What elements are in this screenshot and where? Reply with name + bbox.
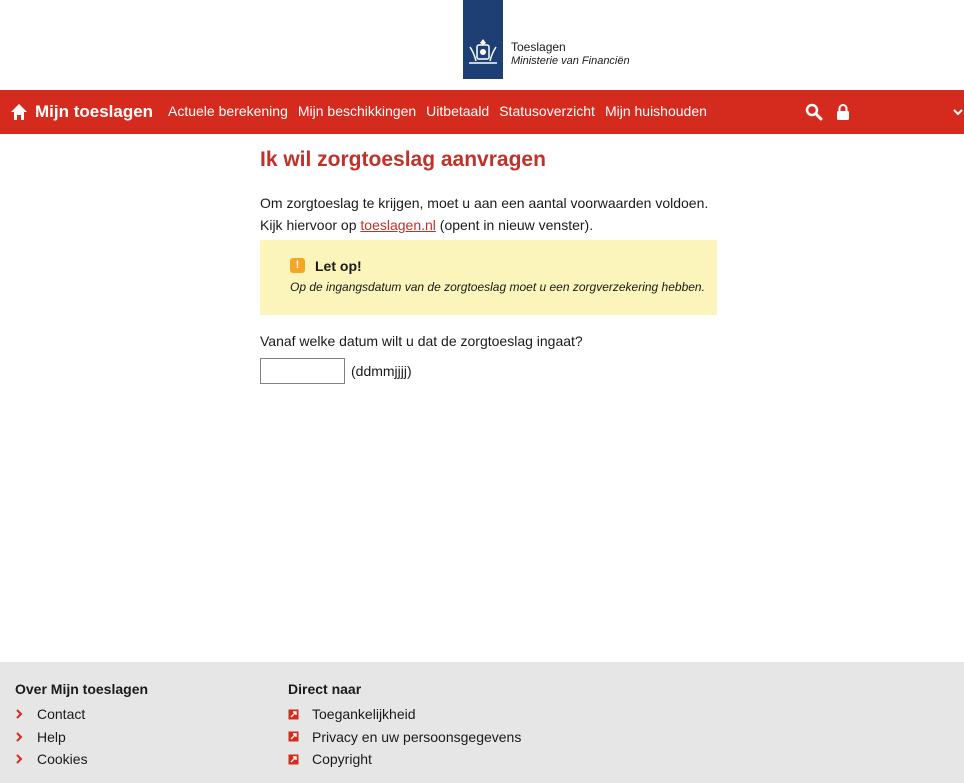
lock-icon[interactable]	[836, 103, 850, 121]
logo-line-2: Ministerie van Financiën	[511, 55, 630, 67]
footer-link-contact[interactable]	[15, 703, 148, 726]
date-question: Vanaf welke datum wilt u dat de zorgtoeslag ingaat?	[260, 333, 583, 349]
page-title: Ik wil zorgtoeslag aanvragen	[260, 148, 546, 171]
brand-label: Mijn toeslagen	[35, 102, 154, 121]
footer	[0, 662, 964, 783]
alert-box	[260, 240, 717, 315]
external-link-icon	[288, 731, 299, 742]
logo-text	[511, 40, 630, 68]
nav-item-mijn-huishouden[interactable]: Mijn huishouden	[604, 103, 707, 119]
external-link-icon	[288, 709, 299, 720]
intro-line-1: Om zorgtoeslag te krijgen, moet u aan een aantal voorwaarden voldoen.	[260, 195, 709, 211]
date-row	[260, 358, 720, 384]
rijksoverheid-logo	[463, 0, 503, 79]
footer-link-privacy[interactable]	[288, 726, 521, 749]
footer-col-direct	[288, 681, 521, 771]
nav-item-statusoverzicht[interactable]: Statusoverzicht	[499, 103, 595, 119]
intro-line-2	[260, 214, 720, 236]
intro-line-2-after: (opent in nieuw venster).	[435, 217, 594, 233]
search-icon[interactable]	[805, 103, 823, 121]
chevron-right-icon	[15, 754, 23, 764]
nav-menu	[168, 103, 717, 119]
footer-link-label: Toegankelijkheid	[312, 706, 416, 723]
main-nav	[0, 90, 964, 134]
footer-link-label: Copyright	[312, 751, 372, 768]
intro-text	[260, 192, 720, 236]
footer-link-cookies[interactable]	[15, 748, 148, 771]
footer-link-help[interactable]	[15, 726, 148, 749]
logo-line-1: Toeslagen	[511, 40, 566, 54]
footer-link-label: Contact	[37, 706, 86, 723]
warning-icon: !	[290, 258, 305, 273]
toeslagen-link[interactable]: toeslagen.nl	[360, 217, 436, 233]
coat-of-arms-icon	[466, 37, 500, 67]
footer-heading-over: Over Mijn toeslagen	[15, 681, 149, 697]
chevron-down-icon[interactable]	[952, 105, 964, 119]
home-icon	[10, 103, 28, 121]
main-content	[260, 134, 720, 384]
alert-title: Let op!	[315, 258, 362, 274]
chevron-right-icon	[15, 732, 23, 742]
nav-item-uitbetaald[interactable]: Uitbetaald	[426, 103, 490, 119]
start-date-input[interactable]	[260, 358, 345, 384]
home-link[interactable]	[10, 102, 153, 122]
alert-text: Op de ingangsdatum van de zorgtoeslag moet u een zorgverzekering hebben.	[290, 280, 705, 294]
external-link-icon	[288, 754, 299, 765]
footer-heading-direct: Direct naar	[288, 681, 362, 697]
header-logo-bar	[0, 0, 964, 90]
footer-link-label: Cookies	[37, 751, 88, 768]
chevron-right-icon	[15, 709, 23, 719]
footer-link-label: Help	[37, 728, 66, 745]
intro-line-2-before: Kijk hiervoor op	[260, 217, 361, 233]
footer-link-toegankelijkheid[interactable]	[288, 703, 521, 726]
footer-col-over	[15, 681, 148, 771]
date-format-hint: (ddmmjjjj)	[351, 363, 412, 379]
nav-item-mijn-beschikkingen[interactable]: Mijn beschikkingen	[297, 103, 417, 119]
nav-item-actuele-berekening[interactable]: Actuele berekening	[168, 103, 288, 119]
footer-link-copyright[interactable]	[288, 748, 521, 771]
footer-link-label: Privacy en uw persoonsgegevens	[312, 728, 522, 745]
